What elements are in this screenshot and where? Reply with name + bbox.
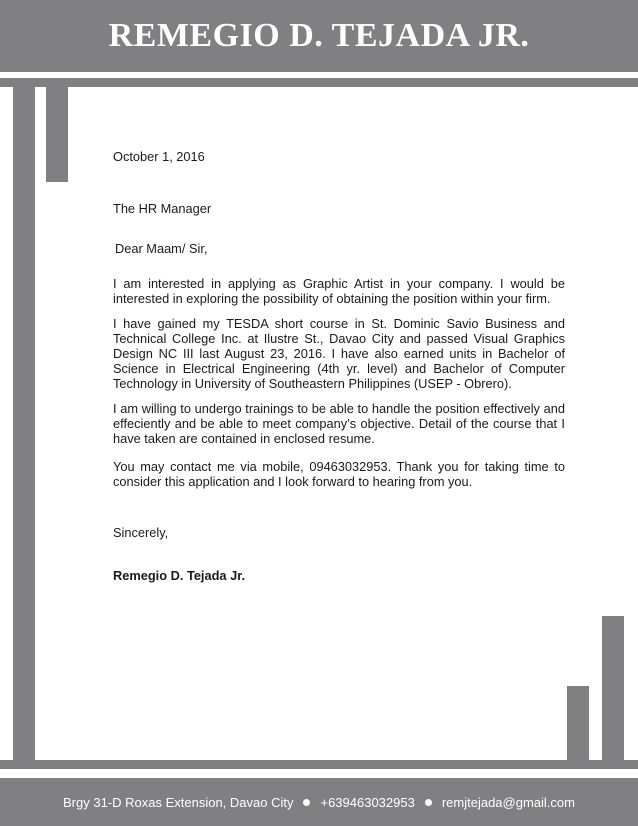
- letter-closing: Sincerely,: [113, 525, 169, 540]
- footer-contact: [0, 778, 638, 826]
- letter-paragraph-2: I have gained my TESDA short course in St. Dominic Savio Business and Technical College Inc. at Ilustre St., Davao City and passed Visual Graphics Design NC III last August 23, 2016. I have also earned units in Bachelor of Science in Electrical Engineering (4th yr. level) and Bachelor of Computer Technology in University of Southeastern Philippines (USEP - Obrero).: [113, 316, 565, 391]
- applicant-name-title: REMEGIO D. TEJADA JR.: [108, 17, 530, 54]
- letter-paragraph-4: You may contact me via mobile, 09463032953. Thank you for taking time to consider this application and I look forward to hearing from you.: [113, 459, 565, 489]
- right-stripe-short: [567, 686, 589, 760]
- bullet-dot-icon: [425, 799, 432, 806]
- right-stripe-tall: [602, 616, 624, 760]
- letter-paragraph-3: I am willing to undergo trainings to be able to handle the position effectively and effeciently and be able to meet company’s objective. Detail of the course that I have taken are contained in enclosed resume.: [113, 401, 565, 446]
- footer-address: Brgy 31-D Roxas Extension, Davao City: [63, 794, 294, 810]
- letter-signature: Remegio D. Tejada Jr.: [113, 568, 246, 583]
- letter-date: October 1, 2016: [113, 149, 205, 164]
- footer-email: remjtejada@gmail.com: [441, 794, 575, 810]
- header-rule: [0, 78, 638, 87]
- left-stripe-short: [46, 87, 68, 182]
- left-stripe-long: [13, 87, 35, 760]
- bullet-dot-icon: [303, 799, 310, 806]
- letter-recipient: The HR Manager: [113, 201, 212, 216]
- letter-paragraph-1: I am interested in applying as Graphic Artist in your company. I would be interested in exploring the possibility of obtaining the position within your firm.: [113, 276, 565, 306]
- footer-phone: +639463032953: [320, 794, 415, 810]
- footer-rule: [0, 760, 638, 769]
- letter-salutation: Dear Maam/ Sir,: [115, 241, 208, 256]
